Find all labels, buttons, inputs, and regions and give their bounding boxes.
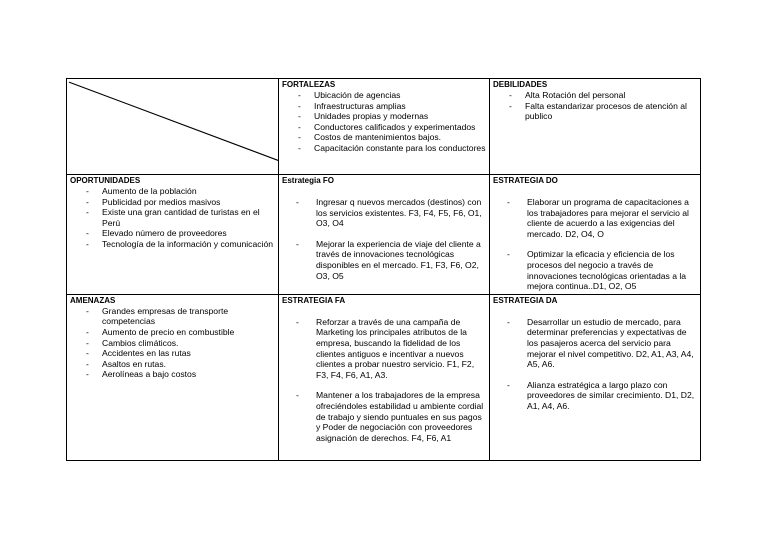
estrategia-da-cell (490, 294, 701, 460)
amenazas-list (70, 306, 275, 380)
list-item: - Desarrollar un estudio de mercado, para determinar preferencias y expectativas de los pasajeros acerca del servicio para mejorar el nivel competitivo. D2, A1, A3, A4, A5, A6. (493, 317, 697, 370)
estrategia-do-title: ESTRATEGIA DO (493, 176, 558, 185)
list-item: - Ubicación de agencias (282, 90, 486, 101)
estrategia-fa-list (282, 317, 486, 444)
amenazas-cell (67, 294, 279, 460)
list-item: - Costos de mantenimientos bajos. (282, 132, 486, 143)
estrategia-do-cell (490, 175, 701, 295)
estrategia-da-list (493, 317, 697, 412)
foda-matrix (66, 78, 701, 461)
list-item: - Elaborar un programa de capacitaciones a los trabajadores para mejorar el servicio al cliente de acuerdo a las exigencias del mercado. D2, O4, O (493, 197, 697, 239)
list-item: - Aumento de la población (70, 186, 275, 197)
diagonal-line (67, 79, 278, 174)
list-item: - Accidentes en las rutas (70, 348, 275, 359)
list-item: - Aumento de precio en combustible (70, 327, 275, 338)
estrategia-fa-title: ESTRATEGIA FA (282, 295, 346, 305)
estrategia-fo-cell (279, 175, 490, 295)
oportunidades-title: OPORTUNIDADES (70, 176, 141, 185)
list-item: - Capacitación constante para los conductores (282, 143, 486, 154)
estrategia-fa-cell (279, 294, 490, 460)
list-item: - Grandes empresas de transporte competencias (70, 306, 275, 327)
list-item: - Ingresar q nuevos mercados (destinos) con los servicios existentes. F3, F4, F5, F6, O1, O3, O4 (282, 197, 486, 229)
oportunidades-list (70, 186, 275, 250)
list-item: - Unidades propias y modernas (282, 111, 486, 122)
estrategia-do-list (493, 197, 697, 292)
list-item: - Alianza estratégica a largo plazo con proveedores de similar crecimiento. D1, D2, A1, A4, A6. (493, 380, 697, 412)
list-item: - Existe una gran cantidad de turistas en el Perú (70, 207, 275, 228)
debilidades-cell (490, 79, 701, 175)
debilidades-title: DEBILIDADES (493, 80, 548, 89)
list-item: - Conductores calificados y experimentados (282, 122, 486, 133)
fortalezas-list (282, 90, 486, 154)
amenazas-title: AMENAZAS (70, 295, 116, 305)
list-item: - Alta Rotación del personal (493, 90, 697, 101)
list-item: - Optimizar la eficacia y eficiencia de los procesos del negocio a través de innovaciones tecnológicas orientadas a la mejora continua..D1, O2, O5 (493, 249, 697, 291)
estrategia-fo-title: Estrategia FO (282, 176, 335, 185)
list-item: - Publicidad por medios masivos (70, 197, 275, 208)
list-item: - Infraestructuras amplias (282, 101, 486, 112)
debilidades-list (493, 90, 697, 122)
estrategia-da-title: ESTRATEGIA DA (493, 295, 558, 305)
list-item: - Mejorar la experiencia de viaje del cliente a través de innovaciones tecnológicas disponibles en el mercado. F1, F3, F6, O2, O3, O5 (282, 239, 486, 281)
list-item: - Elevado número de proveedores (70, 228, 275, 239)
list-item: - Reforzar a través de una campaña de Marketing los principales atributos de la empresa, buscando la fidelidad de los clientes antiguos e incentivar a nuevos clientes a probar nuestro servicio. F1, F2, F3, F4, F6, A1, A3. (282, 317, 486, 381)
list-item: - Tecnología de la información y comunicación (70, 239, 275, 250)
fortalezas-cell (279, 79, 490, 175)
list-item: - Falta estandarizar procesos de atención al publico (493, 101, 697, 122)
oportunidades-cell (67, 175, 279, 295)
list-item: - Cambios climáticos. (70, 338, 275, 349)
list-item: - Asaltos en rutas. (70, 359, 275, 370)
list-item: - Aerolíneas a bajo costos (70, 369, 275, 380)
estrategia-fo-list (282, 197, 486, 281)
fortalezas-title: FORTALEZAS (282, 80, 336, 89)
corner-cell (67, 79, 279, 175)
list-item: - Mantener a los trabajadores de la empresa ofreciéndoles estabilidad u ambiente cordial de trabajo y siendo puntuales en sus pagos y Poder de negociación con proveedores asignación de derechos. F4, F6, A1 (282, 390, 486, 443)
